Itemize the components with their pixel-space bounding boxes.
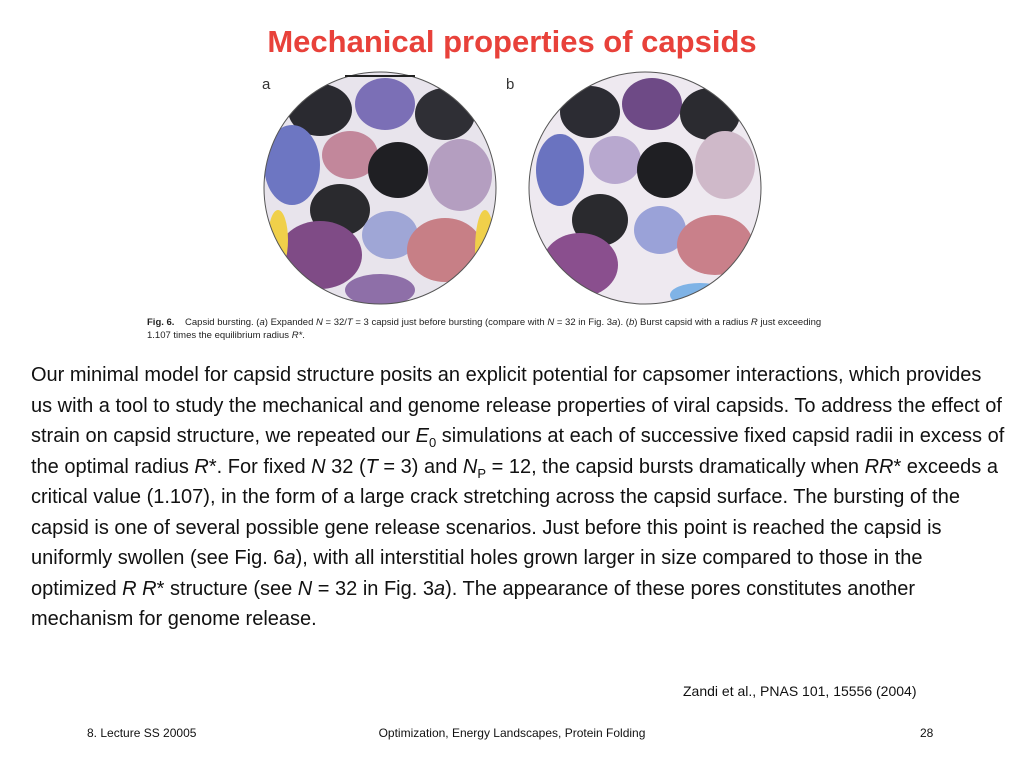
- citation: Zandi et al., PNAS 101, 15556 (2004): [683, 683, 917, 699]
- capsid-illustration: [140, 70, 880, 315]
- figure-caption: Fig. 6. Capsid bursting. (a) Expanded N = 32/T = 3 capsid just before bursting (compare with N = 32 in Fig. 3a). (b) Burst capsid with a radius R just exceeding 1.107 times the equilibrium radius R*.: [147, 317, 822, 341]
- footer-course-title: Optimization, Energy Landscapes, Protein Folding: [378, 726, 646, 740]
- panel-b-label: b: [506, 76, 515, 93]
- capsid-figure: [140, 70, 880, 345]
- capsid-b: [529, 72, 761, 307]
- footer-slide-number: 28: [920, 726, 934, 740]
- body-paragraph: Our minimal model for capsid structure posits an explicit potential for capsomer interactions, which provides us with a tool to study the mechanical and genome release properties of viral capsids. To address the effect of strain on capsid structure, we repeated our $E_0$ simulations at each of successive fixed capsid radii in excess of the optimal radius R*. For fixed N 32 (T = 3) and $N_P = 12$, the capsid bursts dramatically when RR* exceeds a critical value (1.107), in the form of a large crack stretching across the capsid surface. The bursting of the capsid is one of several possible gene release scenarios. Just before this point is reached the capsid is uniformly swollen (see Fig. 6a), with all interstitial holes grown larger in size compared to those in the optimized R R* structure (see N = 32 in Fig. 3a). The appearance of these pores constitutes another mechanism for genome release.: [31, 364, 1005, 630]
- panel-a-label: a: [262, 76, 271, 93]
- footer-lecture: 8. Lecture SS 20005: [87, 726, 197, 740]
- slide-title: Mechanical properties of capsids: [267, 24, 757, 59]
